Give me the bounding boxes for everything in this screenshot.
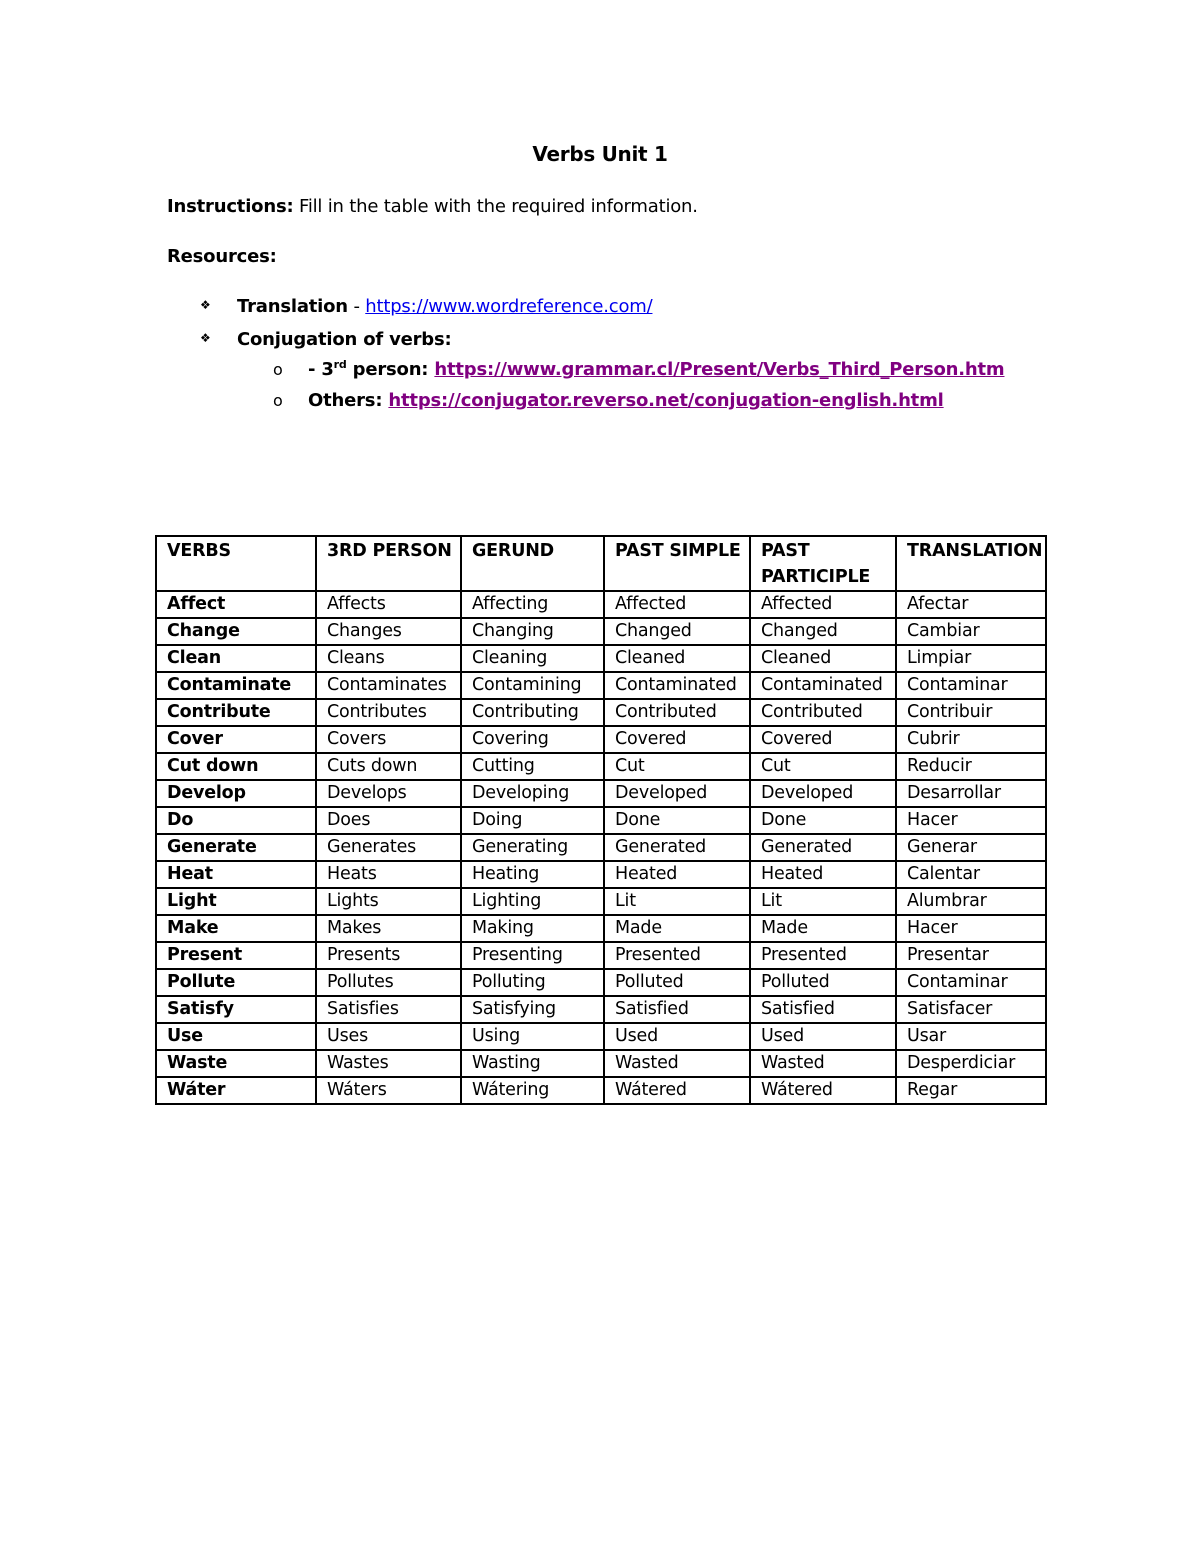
translation-cell: Desarrollar xyxy=(896,780,1046,807)
header-translation: TRANSLATION xyxy=(896,536,1046,591)
verb-cell: Pollute xyxy=(156,969,316,996)
verb-cell: Develop xyxy=(156,780,316,807)
translation-cell: Cambiar xyxy=(896,618,1046,645)
circle-bullet-icon: o xyxy=(273,391,283,410)
header-past-participle: PAST PARTICIPLE xyxy=(750,536,896,591)
gerund-cell: Making xyxy=(461,915,604,942)
translation-cell: Presentar xyxy=(896,942,1046,969)
diamond-bullet-icon: ❖ xyxy=(200,298,211,312)
gerund-cell: Lighting xyxy=(461,888,604,915)
past-participle-cell: Cleaned xyxy=(750,645,896,672)
verb-cell: Cut down xyxy=(156,753,316,780)
translation-cell: Regar xyxy=(896,1077,1046,1104)
third-person-cell: Pollutes xyxy=(316,969,461,996)
translation-cell: Desperdiciar xyxy=(896,1050,1046,1077)
gerund-cell: Wasting xyxy=(461,1050,604,1077)
third-person-cell: Affects xyxy=(316,591,461,618)
gerund-cell: Covering xyxy=(461,726,604,753)
gerund-cell: Cutting xyxy=(461,753,604,780)
table-row xyxy=(156,1050,1046,1077)
instructions-line xyxy=(167,196,698,217)
verb-cell: Waste xyxy=(156,1050,316,1077)
page-title: Verbs Unit 1 xyxy=(532,142,668,166)
past-simple-cell: Satisfied xyxy=(604,996,750,1023)
past-participle-cell: Wátered xyxy=(750,1077,896,1104)
translation-cell: Afectar xyxy=(896,591,1046,618)
past-simple-cell: Wátered xyxy=(604,1077,750,1104)
header-gerund: GERUND xyxy=(461,536,604,591)
third-person-cell: Makes xyxy=(316,915,461,942)
translation-cell: Cubrir xyxy=(896,726,1046,753)
verb-cell: Generate xyxy=(156,834,316,861)
gerund-cell: Contamining xyxy=(461,672,604,699)
past-simple-cell: Wasted xyxy=(604,1050,750,1077)
translation-cell: Reducir xyxy=(896,753,1046,780)
past-simple-cell: Cleaned xyxy=(604,645,750,672)
table-row xyxy=(156,672,1046,699)
past-participle-cell: Covered xyxy=(750,726,896,753)
gerund-cell: Presenting xyxy=(461,942,604,969)
circle-bullet-icon: o xyxy=(273,360,283,379)
third-person-cell: Cleans xyxy=(316,645,461,672)
past-simple-cell: Changed xyxy=(604,618,750,645)
conjugation-label: Conjugation of verbs: xyxy=(237,329,452,350)
table-row xyxy=(156,780,1046,807)
verb-cell: Light xyxy=(156,888,316,915)
verb-cell: Use xyxy=(156,1023,316,1050)
grammar-cl-link[interactable]: https://www.grammar.cl/Present/Verbs_Third_Person.htm xyxy=(434,359,1005,380)
gerund-cell: Heating xyxy=(461,861,604,888)
verbs-table xyxy=(155,535,1047,1105)
reverso-link[interactable]: https://conjugator.reverso.net/conjugation-english.html xyxy=(388,390,944,411)
table-row xyxy=(156,1077,1046,1104)
third-person-cell: Covers xyxy=(316,726,461,753)
past-simple-cell: Presented xyxy=(604,942,750,969)
past-participle-cell: Developed xyxy=(750,780,896,807)
past-simple-cell: Contributed xyxy=(604,699,750,726)
table-row xyxy=(156,591,1046,618)
verb-cell: Heat xyxy=(156,861,316,888)
header-past-simple: PAST SIMPLE xyxy=(604,536,750,591)
third-person-prefix: - 3 xyxy=(308,359,334,380)
third-person-cell: Contaminates xyxy=(316,672,461,699)
past-simple-cell: Affected xyxy=(604,591,750,618)
verb-cell: Change xyxy=(156,618,316,645)
past-participle-cell: Lit xyxy=(750,888,896,915)
past-participle-cell: Cut xyxy=(750,753,896,780)
past-simple-cell: Polluted xyxy=(604,969,750,996)
translation-separator: - xyxy=(347,296,366,317)
table-row xyxy=(156,753,1046,780)
translation-cell: Contaminar xyxy=(896,672,1046,699)
gerund-cell: Satisfying xyxy=(461,996,604,1023)
third-person-cell: Contributes xyxy=(316,699,461,726)
past-participle-cell: Wasted xyxy=(750,1050,896,1077)
verb-cell: Satisfy xyxy=(156,996,316,1023)
third-person-cell: Satisfies xyxy=(316,996,461,1023)
past-participle-cell: Made xyxy=(750,915,896,942)
verb-cell: Cover xyxy=(156,726,316,753)
gerund-cell: Developing xyxy=(461,780,604,807)
translation-cell: Usar xyxy=(896,1023,1046,1050)
sub-bullet-others xyxy=(273,390,944,411)
translation-cell: Contaminar xyxy=(896,969,1046,996)
header-3rd-person: 3RD PERSON xyxy=(316,536,461,591)
translation-cell: Contribuir xyxy=(896,699,1046,726)
third-person-cell: Uses xyxy=(316,1023,461,1050)
gerund-cell: Affecting xyxy=(461,591,604,618)
third-person-cell: Heats xyxy=(316,861,461,888)
gerund-cell: Generating xyxy=(461,834,604,861)
table-row xyxy=(156,915,1046,942)
past-participle-cell: Satisfied xyxy=(750,996,896,1023)
resources-label: Resources: xyxy=(167,246,277,267)
past-participle-cell: Heated xyxy=(750,861,896,888)
table-row xyxy=(156,861,1046,888)
third-person-cell: Generates xyxy=(316,834,461,861)
instructions-label: Instructions: xyxy=(167,196,294,217)
verb-cell: Contaminate xyxy=(156,672,316,699)
third-person-cell: Wáters xyxy=(316,1077,461,1104)
table-row xyxy=(156,942,1046,969)
translation-label: Translation xyxy=(237,296,348,317)
table-row xyxy=(156,1023,1046,1050)
header-verbs: VERBS xyxy=(156,536,316,591)
table-row xyxy=(156,969,1046,996)
gerund-cell: Polluting xyxy=(461,969,604,996)
third-person-cell: Does xyxy=(316,807,461,834)
gerund-cell: Contributing xyxy=(461,699,604,726)
translation-cell: Satisfacer xyxy=(896,996,1046,1023)
table-body xyxy=(156,591,1046,1104)
past-simple-cell: Made xyxy=(604,915,750,942)
translation-cell: Alumbrar xyxy=(896,888,1046,915)
past-participle-cell: Contaminated xyxy=(750,672,896,699)
third-person-cell: Presents xyxy=(316,942,461,969)
table-header-row xyxy=(156,536,1046,591)
bullet-conjugation xyxy=(200,329,452,350)
translation-cell: Hacer xyxy=(896,807,1046,834)
bullet-translation xyxy=(200,296,652,317)
gerund-cell: Cleaning xyxy=(461,645,604,672)
past-simple-cell: Done xyxy=(604,807,750,834)
past-simple-cell: Heated xyxy=(604,861,750,888)
table-row xyxy=(156,699,1046,726)
sub-bullet-third-person xyxy=(273,358,1004,380)
gerund-cell: Using xyxy=(461,1023,604,1050)
translation-cell: Generar xyxy=(896,834,1046,861)
third-person-superscript: rd xyxy=(333,358,347,371)
third-person-cell: Lights xyxy=(316,888,461,915)
table-row xyxy=(156,834,1046,861)
past-simple-cell: Developed xyxy=(604,780,750,807)
instructions-text: Fill in the table with the required information. xyxy=(293,196,698,217)
translation-cell: Limpiar xyxy=(896,645,1046,672)
wordreference-link[interactable]: https://www.wordreference.com/ xyxy=(365,296,653,317)
verb-cell: Present xyxy=(156,942,316,969)
gerund-cell: Doing xyxy=(461,807,604,834)
past-simple-cell: Used xyxy=(604,1023,750,1050)
third-person-label: person: xyxy=(346,359,435,380)
others-label: Others: xyxy=(308,390,389,411)
past-participle-cell: Polluted xyxy=(750,969,896,996)
past-participle-cell: Changed xyxy=(750,618,896,645)
verb-cell: Affect xyxy=(156,591,316,618)
table-row xyxy=(156,726,1046,753)
table-row xyxy=(156,996,1046,1023)
table-row xyxy=(156,645,1046,672)
translation-cell: Calentar xyxy=(896,861,1046,888)
table-row xyxy=(156,618,1046,645)
past-participle-cell: Generated xyxy=(750,834,896,861)
third-person-cell: Changes xyxy=(316,618,461,645)
past-participle-cell: Used xyxy=(750,1023,896,1050)
diamond-bullet-icon: ❖ xyxy=(200,331,211,345)
past-simple-cell: Covered xyxy=(604,726,750,753)
past-simple-cell: Generated xyxy=(604,834,750,861)
table-row xyxy=(156,888,1046,915)
gerund-cell: Wátering xyxy=(461,1077,604,1104)
translation-cell: Hacer xyxy=(896,915,1046,942)
third-person-cell: Cuts down xyxy=(316,753,461,780)
past-participle-cell: Contributed xyxy=(750,699,896,726)
table-row xyxy=(156,807,1046,834)
past-simple-cell: Contaminated xyxy=(604,672,750,699)
gerund-cell: Changing xyxy=(461,618,604,645)
third-person-cell: Develops xyxy=(316,780,461,807)
verb-cell: Wáter xyxy=(156,1077,316,1104)
third-person-cell: Wastes xyxy=(316,1050,461,1077)
past-participle-cell: Affected xyxy=(750,591,896,618)
past-participle-cell: Presented xyxy=(750,942,896,969)
verb-cell: Clean xyxy=(156,645,316,672)
past-simple-cell: Lit xyxy=(604,888,750,915)
past-simple-cell: Cut xyxy=(604,753,750,780)
verb-cell: Do xyxy=(156,807,316,834)
verb-cell: Make xyxy=(156,915,316,942)
verb-cell: Contribute xyxy=(156,699,316,726)
past-participle-cell: Done xyxy=(750,807,896,834)
